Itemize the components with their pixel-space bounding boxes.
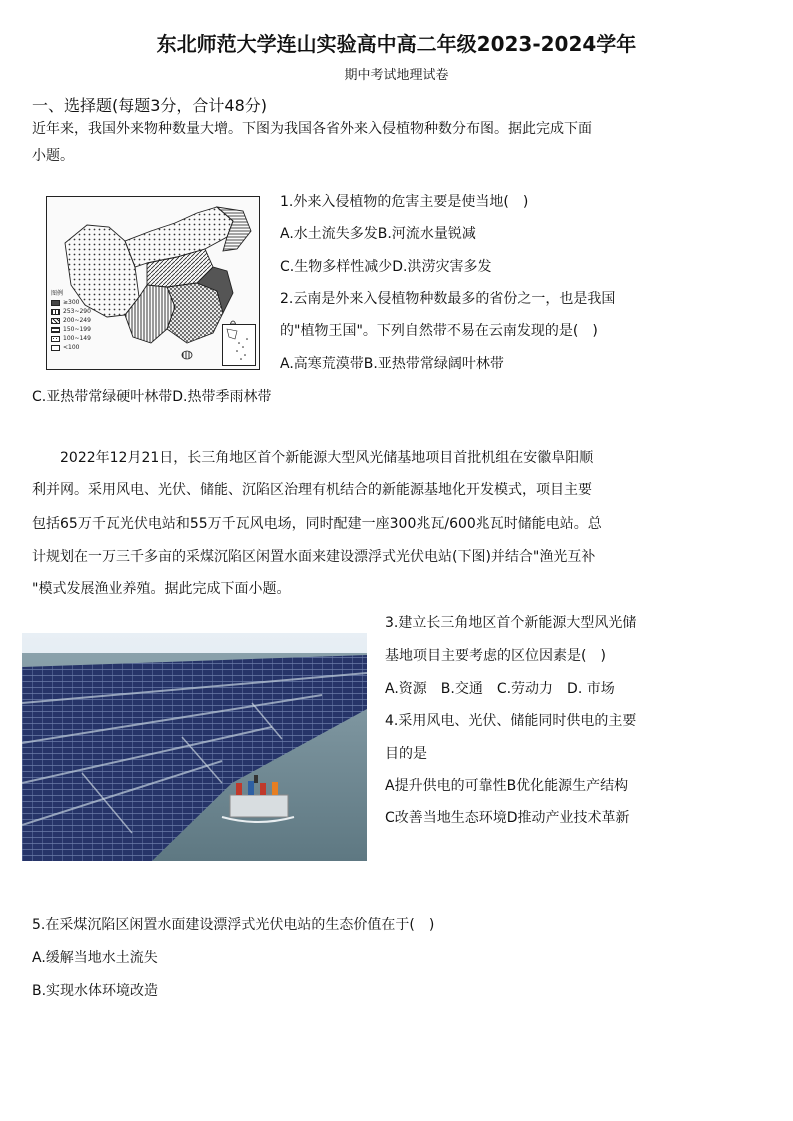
intro2-line3: 包括65万千瓦光伏电站和55万千瓦风电场，同时配建一座300兆瓦/600兆瓦时储能电站。总	[32, 516, 602, 532]
q5-option-a: A.缓解当地水土流失	[32, 950, 158, 966]
intro2-line5: "模式发展渔业养殖。据此完成下面小题。	[32, 581, 291, 597]
legend-swatch	[51, 300, 60, 306]
legend-swatch	[51, 345, 60, 351]
legend-item: ≥300	[51, 298, 91, 307]
legend-item: <100	[51, 343, 91, 352]
legend-swatch	[51, 336, 60, 342]
legend-item: 150~199	[51, 325, 91, 334]
legend-item: 253~290	[51, 307, 91, 316]
legend-swatch	[51, 318, 60, 324]
legend-swatch	[51, 327, 60, 333]
intro2-line2: 利并网。采用风电、光伏、储能、沉陷区治理有机结合的新能源基地化开发模式，项目主要	[32, 482, 592, 498]
floating-solar-photo	[22, 633, 367, 861]
south-sea-inset	[222, 324, 256, 366]
map-legend	[51, 289, 91, 352]
q2-stem-line2: 的"植物王国"。下列自然带不易在云南发现的是( )	[280, 323, 598, 339]
q3-stem-line1: 3.建立长三角地区首个新能源大型风光储	[385, 615, 637, 631]
legend-item: 100~149	[51, 334, 91, 343]
q5-option-b: B.实现水体环境改造	[32, 983, 159, 999]
q2-options-cd: C.亚热带常绿硬叶林带D.热带季雨林带	[32, 389, 272, 405]
legend-item: 200~249	[51, 316, 91, 325]
q4-options-cd: C改善当地生态环境D推动产业技术革新	[385, 810, 630, 826]
legend-swatch	[51, 309, 60, 315]
q1-options-cd: C.生物多样性减少D.洪涝灾害多发	[280, 259, 492, 275]
q2-stem-line1: 2.云南是外来入侵植物种数最多的省份之一，也是我国	[280, 291, 616, 307]
invasive-plants-map	[46, 196, 260, 370]
q1-options-ab: A.水土流失多发B.河流水量锐减	[280, 226, 476, 242]
page-title: 东北师范大学连山实验高中高二年级2023-2024学年	[156, 32, 637, 56]
q4-options-ab: A提升供电的可靠性B优化能源生产结构	[385, 778, 629, 794]
intro1-line2: 小题。	[32, 148, 74, 164]
q1-stem: 1.外来入侵植物的危害主要是使当地( )	[280, 194, 529, 210]
q3-stem-line2: 基地项目主要考虑的区位因素是( )	[385, 648, 606, 664]
legend-title: 图例	[51, 290, 64, 297]
q5-stem: 5.在采煤沉陷区闲置水面建设漂浮式光伏电站的生态价值在于( )	[32, 917, 435, 933]
q3-options: A.资源 B.交通 C.劳动力 D. 市场	[385, 681, 615, 697]
q4-stem-line2: 目的是	[385, 746, 427, 762]
page-subtitle: 期中考试地理试卷	[344, 68, 449, 83]
intro2-line1: 2022年12月21日，长三角地区首个新能源大型风光储基地项目首批机组在安徽阜阳顺	[60, 450, 594, 466]
intro2-line4: 计规划在一万三千多亩的采煤沉陷区闲置水面来建设漂浮式光伏电站(下图)并结合"渔光互补	[32, 549, 596, 565]
q2-options-ab: A.高寒荒漠带B.亚热带常绿阔叶林带	[280, 356, 504, 372]
section-heading: 一、选择题(每题3分，合计48分)	[32, 96, 268, 115]
intro1-line1: 近年来，我国外来物种数量大增。下图为我国各省外来入侵植物种数分布图。据此完成下面	[32, 121, 592, 137]
q4-stem-line1: 4.采用风电、光伏、储能同时供电的主要	[385, 713, 637, 729]
